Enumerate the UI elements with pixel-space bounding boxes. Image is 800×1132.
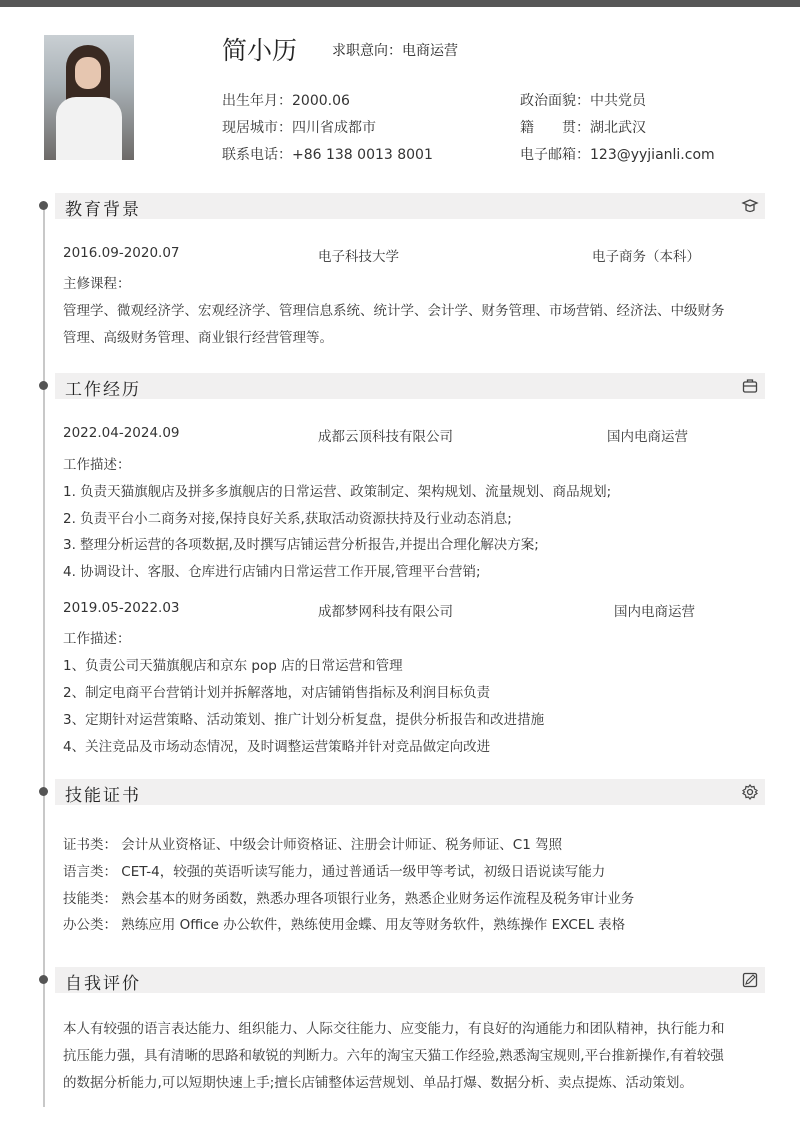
job-duty: 4. 协调设计、客服、仓库进行店铺内日常运营工作开展,管理平台营销; bbox=[63, 564, 481, 580]
profile-photo bbox=[44, 35, 134, 160]
email: 电子邮箱：123@yyjianli.com bbox=[520, 147, 715, 163]
section-skills-header bbox=[55, 779, 765, 805]
timeline-dot bbox=[39, 787, 48, 796]
job-duty: 3、定期针对运营策略、活动策划、推广计划分析复盘，提供分析报告和改进措施 bbox=[63, 712, 545, 728]
edit-icon bbox=[741, 971, 759, 989]
briefcase-icon bbox=[741, 377, 759, 395]
job-desc-label: 工作描述： bbox=[63, 457, 131, 473]
political-status: 政治面貌：中共党员 bbox=[520, 93, 646, 109]
section-self-header bbox=[55, 967, 765, 993]
phone: 联系电话：+86 138 0013 8001 bbox=[222, 147, 433, 163]
job-company: 成都梦网科技有限公司 bbox=[318, 604, 453, 620]
job-duty: 4、关注竞品及市场动态情况，及时调整运营策略并针对竞品做定向改进 bbox=[63, 739, 491, 755]
job-desc-label: 工作描述： bbox=[63, 631, 131, 647]
job-duty: 3. 整理分析运营的各项数据,及时撰写店铺运营分析报告,并提出合理化解决方案; bbox=[63, 537, 539, 553]
job-role: 国内电商运营 bbox=[614, 604, 695, 620]
timeline-dot bbox=[39, 381, 48, 390]
edu-major: 电子商务（本科） bbox=[592, 249, 700, 265]
job-role: 国内电商运营 bbox=[607, 429, 688, 445]
section-work-header bbox=[55, 373, 765, 399]
timeline-dot bbox=[39, 975, 48, 984]
job-duty: 2. 负责平台小二商务对接,保持良好关系,获取活动资源扶持及行业动态消息; bbox=[63, 511, 512, 527]
skill-item: 技能类： 熟会基本的财务函数，熟悉办理各项银行业务，熟悉企业财务运作流程及税务审计业务 bbox=[63, 891, 635, 907]
self-eval-line: 抗压能力强，具有清晰的思路和敏锐的判断力。六年的淘宝天猫工作经验,熟悉淘宝规则,平台推新操作,有着较强 bbox=[63, 1048, 724, 1064]
timeline-line bbox=[43, 205, 45, 1107]
section-title: 工作经历 bbox=[65, 380, 141, 400]
job-intent: 求职意向：电商运营 bbox=[332, 43, 458, 59]
job-duty: 1. 负责天猫旗舰店及拼多多旗舰店的日常运营、政策制定、架构规划、流量规划、商品规划; bbox=[63, 484, 612, 500]
job-duty: 1、负责公司天猫旗舰店和京东 pop 店的日常运营和管理 bbox=[63, 658, 403, 674]
edu-school: 电子科技大学 bbox=[318, 249, 399, 265]
skill-item: 办公类： 熟练应用 Office 办公软件，熟练使用金蝶、用友等财务软件，熟练操作 EXCEL 表格 bbox=[63, 917, 626, 933]
job-date: 2019.05-2022.03 bbox=[63, 600, 180, 616]
skill-item: 证书类： 会计从业资格证、中级会计师资格证、注册会计师证、税务师证、C1 驾照 bbox=[63, 837, 563, 853]
section-title: 技能证书 bbox=[65, 786, 141, 806]
birth-date: 出生年月：2000.06 bbox=[222, 93, 350, 109]
job-date: 2022.04-2024.09 bbox=[63, 425, 180, 441]
section-education-header bbox=[55, 193, 765, 219]
hometown: 籍 贯：湖北武汉 bbox=[520, 120, 646, 136]
candidate-name: 简小历 bbox=[222, 36, 298, 65]
skill-item: 语言类： CET-4，较强的英语听读写能力，通过普通话一级甲等考试，初级日语说读写能力 bbox=[63, 864, 606, 880]
courses-line: 管理学、微观经济学、宏观经济学、管理信息系统、统计学、会计学、财务管理、市场营销、经济法、中级财务 bbox=[63, 303, 725, 319]
self-eval-line: 的数据分析能力,可以短期快速上手;擅长店铺整体运营规划、单品打爆、数据分析、卖点提炼、活动策划。 bbox=[63, 1075, 693, 1091]
current-city: 现居城市：四川省成都市 bbox=[222, 120, 376, 136]
gear-icon bbox=[741, 783, 759, 801]
courses-label: 主修课程： bbox=[63, 276, 131, 292]
top-bar bbox=[0, 0, 800, 7]
edu-date: 2016.09-2020.07 bbox=[63, 245, 180, 261]
section-title: 教育背景 bbox=[65, 200, 141, 220]
job-duty: 2、制定电商平台营销计划并拆解落地，对店铺销售指标及利润目标负责 bbox=[63, 685, 491, 701]
graduation-cap-icon bbox=[741, 197, 759, 215]
section-title: 自我评价 bbox=[65, 974, 141, 994]
timeline-dot bbox=[39, 201, 48, 210]
job-company: 成都云顶科技有限公司 bbox=[318, 429, 453, 445]
courses-line: 管理、高级财务管理、商业银行经营管理等。 bbox=[63, 330, 333, 346]
self-eval-line: 本人有较强的语言表达能力、组织能力、人际交往能力、应变能力，有良好的沟通能力和团队精神，执行能力和 bbox=[63, 1021, 725, 1037]
